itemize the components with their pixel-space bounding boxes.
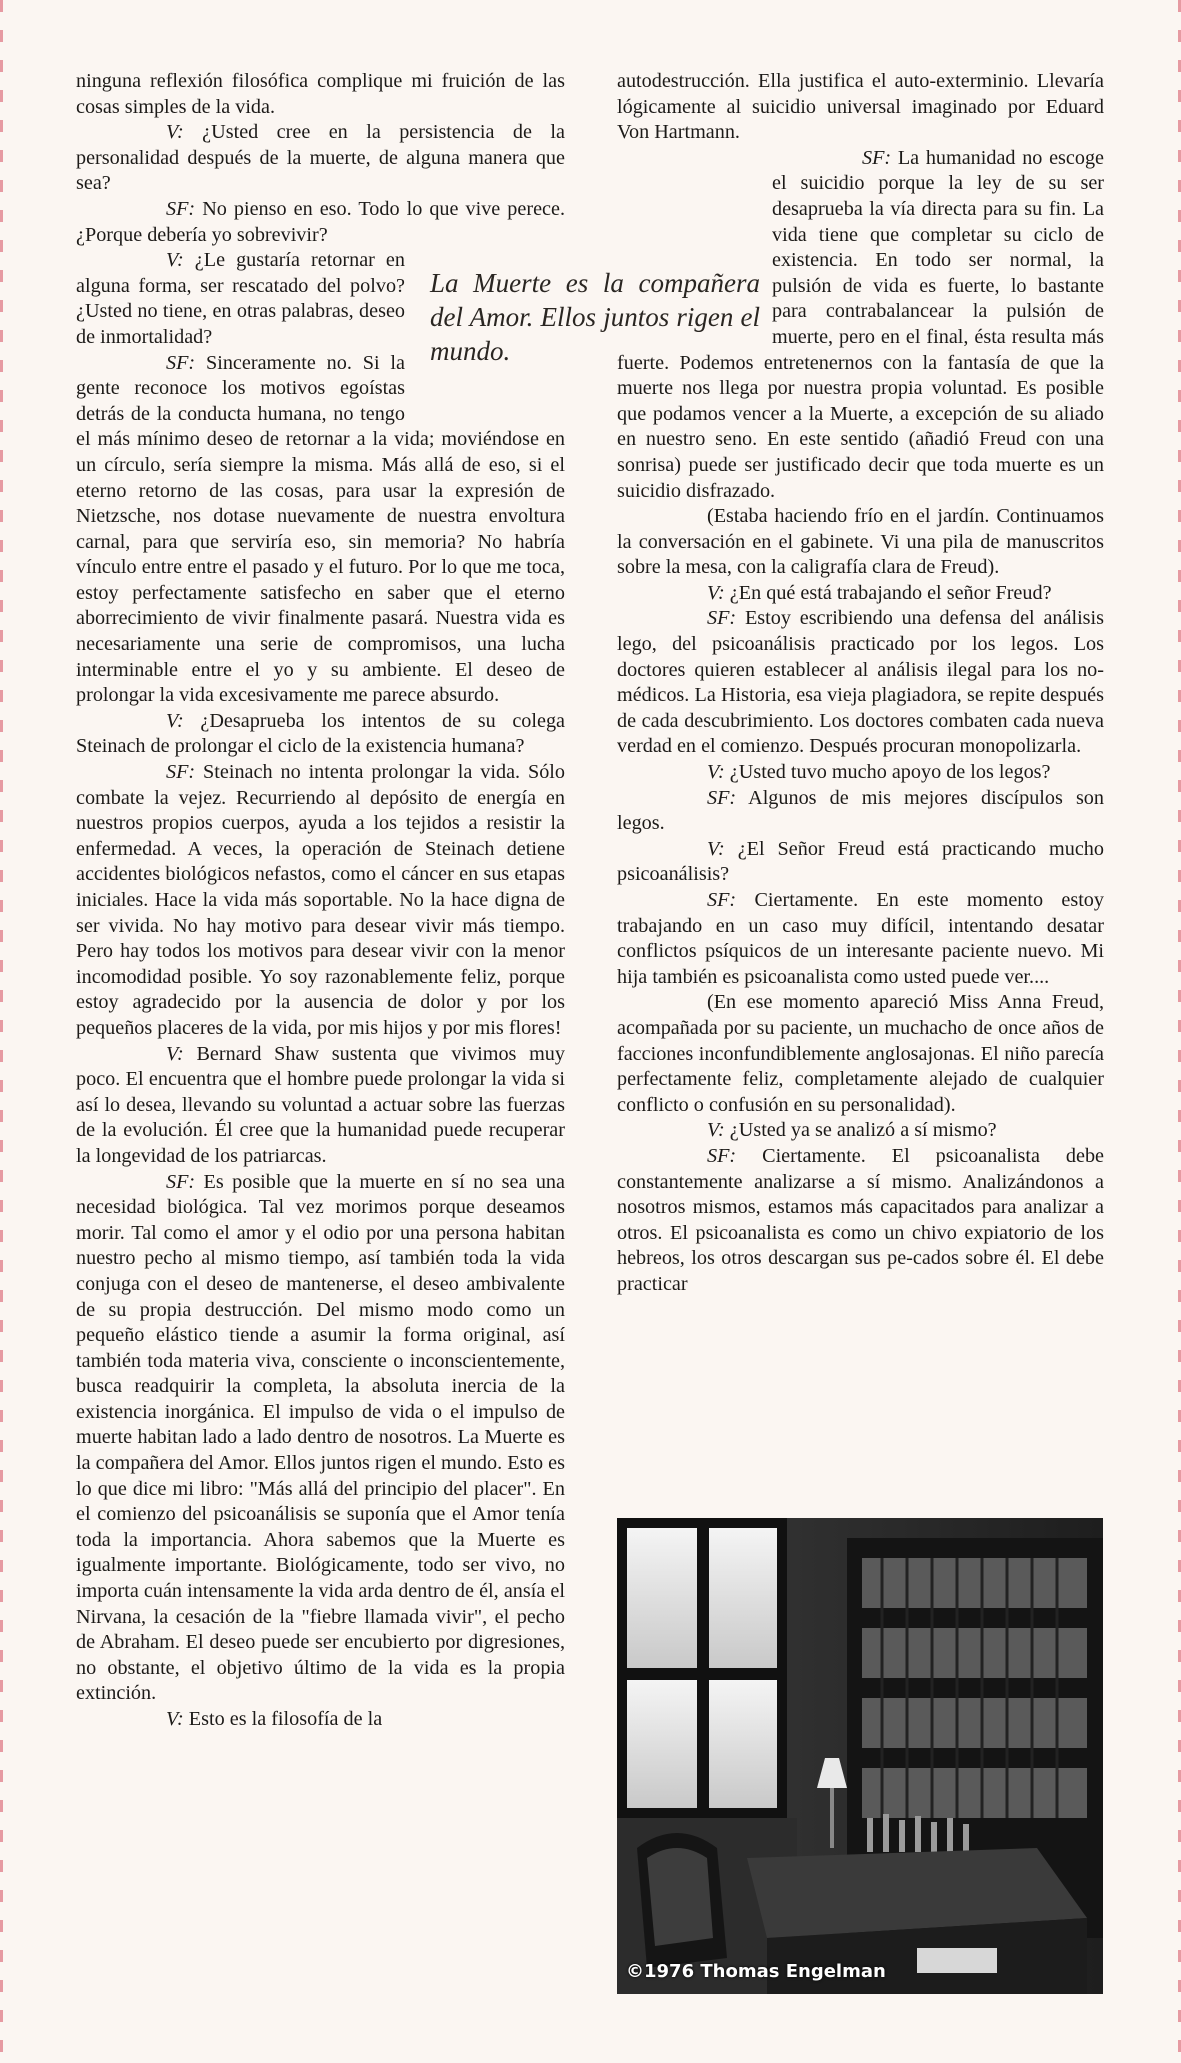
dialogue-paragraph xyxy=(617,504,1104,581)
paragraph-text: Steinach no intenta prolongar la vida. Sólo combate la vejez. Recurriendo al depósito de energía en nuestros propios cuerpos, ayuda a los tejidos a resistir la enfermedad. A veces, la operación de Steinach detiene accidentes biológicos nefastos, como el cáncer en sus etapas iniciales. Hace la vida más soportable. No la hace digna de ser vivida. No hay motivo para desear vivir más tiempo. Pero hay todos los motivos para desear vivir con la menor incomodidad posible. Yo soy razonablemente feliz, porque estoy agradecido por la ausencia de dolor y por los pequeños placeres de la vida, por mis hijos y por mis flores! xyxy=(76,761,565,1039)
dialogue-paragraph xyxy=(617,837,1104,888)
paragraph-text: Esto es la filosofía de la xyxy=(183,1708,383,1730)
speaker-label: SF: xyxy=(166,351,196,374)
paragraph-text: Es posible que la muerte en sí no sea una necesidad biológica. Tal vez morimos porque deseamos morir. Tal como el amor y el odio por una persona habitan nuestro pecho al mismo tiempo, así también toda la vida conjuga con el deseo de mantenerse, el deseo ambivalente de su propia destrucción. Del mismo modo como un pequeño elástico tiende a asumir la forma original, así también toda materia viva, consciente o inconscientemente, busca readquirir la completa, la absoluta inercia de la existencia inorgánica. El impulso de vida o el impulso de muerte habitan lado a lado dentro de nosotros. La Muerte es la compañera del Amor. Ellos juntos rigen el mundo. Esto es lo que dice mi libro: "Más allá del principio del placer". En el comienzo del psicoanálisis se suponía que el Amor tenía toda la importancia. Ahora sabemos que la Muerte es igualmente importante. Biológicamente, todo ser vivo, no importa cuán intensamente la vida arda dentro de él, ansía el Nirvana, la cesación de la "fiebre llamada vivir", el pecho de Abraham. El deseo puede ser encubierto por digresiones, no obstante, el objetivo último de la vida es la propia extinción. xyxy=(76,1170,565,1705)
speaker-label: V: xyxy=(166,1708,184,1730)
study-photograph xyxy=(617,1518,1103,1994)
paragraph-text: ¿Desaprueba los intentos de su colega Steinach de prolongar el ciclo de la existencia humana? xyxy=(76,709,565,758)
speaker-label: SF: xyxy=(707,607,737,630)
study-room-image xyxy=(617,1518,1103,1994)
speaker-label: V: xyxy=(707,1119,725,1142)
dialogue-paragraph xyxy=(76,197,565,248)
paragraph-text: Ciertamente. El psicoanalista debe constantemente analizarse a sí mismo. Analizándonos a nosotros mismos, estamos más capacitados para analizar a otros. El psicoanalista es como un chivo expiatorio de los hebreos, los otros descargan sus pe-cados sobre él. El debe practicar xyxy=(617,1144,1104,1295)
dialogue-paragraph xyxy=(617,1144,1104,1298)
paragraph-text: Sinceramente no. Si la gente reconoce los motivos egoístas detrás de la conducta humana, no tengo el más mínimo deseo de retornar a la vida; moviéndose en un círculo, sería siempre la misma. Más allá de eso, si el eterno retorno de las cosas, para usar la expresión de Nietzsche, nos dotase nuevamente de nuestra envoltura carnal, para que serviría eso, sin memoria? No habría vínculo entre entre el pasado y el futuro. Por lo que me toca, estoy perfectamente satisfecho en saber que el eterno aborrecimiento de vivir finalmente pasará. Nuestra vida es necesariamente una serie de compromisos, una lucha interminable entre el yo y su ambiente. El deseo de prolongar la vida excesivamente me parece absurdo. xyxy=(76,351,565,707)
dialogue-paragraph xyxy=(76,1042,565,1170)
dialogue-paragraph xyxy=(617,69,1104,146)
paragraph-text: (Estaba haciendo frío en el jardín. Continuamos la conversación en el gabinete. Vi una pila de manuscritos sobre la mesa, con la caligrafía clara de Freud). xyxy=(617,505,1104,579)
speaker-label: SF: xyxy=(707,889,737,911)
dialogue-paragraph xyxy=(617,760,1104,786)
dialogue-paragraph xyxy=(617,786,1104,837)
dialogue-paragraph xyxy=(76,1170,565,1707)
paragraph-text: ¿Usted ya se analizó a sí mismo? xyxy=(724,1119,997,1142)
paragraph-text: No pienso en eso. Todo lo que vive perece. ¿Porque debería yo sobrevivir? xyxy=(76,197,565,246)
paragraph-text: (En ese momento apareció Miss Anna Freud, acompañada por su paciente, un muchacho de once años de facciones inconfundiblemente anglosajonas. El niño parecía perfectamente feliz, completamente alejado de cualquier conflicto o confusión en su personalidad). xyxy=(617,991,1104,1116)
paragraph-text: Algunos de mis mejores discípulos son legos. xyxy=(617,786,1104,835)
paragraph-text: Estoy escribiendo una defensa del análisis lego, del psicoanálisis practicado por los legos. Los doctores quieren establecer al análisis ilegal para los no-médicos. La Historia, esa vieja plagiadora, se repite después de cada descubrimiento. Los doctores combaten cada nueva verdad en el comienzo. Después procuran monopolizarla. xyxy=(617,607,1104,758)
speaker-label: SF: xyxy=(707,1144,737,1167)
dialogue-paragraph xyxy=(617,990,1104,1118)
dialogue-paragraph xyxy=(76,709,565,760)
speaker-label: SF: xyxy=(707,786,737,809)
photo-credit: ©1976 Thomas Engelman xyxy=(626,1961,886,1982)
paragraph-text: ¿Usted tuvo mucho apoyo de los legos? xyxy=(724,761,1051,784)
dialogue-paragraph xyxy=(617,888,1104,990)
paragraph-text: Bernard Shaw sustenta que vivimos muy poco. El encuentra que el hombre puede prolongar la vida si así lo desea, llevando su voluntad a actuar sobre las fuerzas de la evolución. Él cree que la humanidad puede recuperar la longevidad de los patriarcas. xyxy=(76,1042,565,1167)
speaker-label: V: xyxy=(707,837,725,860)
speaker-label: SF: xyxy=(166,761,196,784)
paragraph-text: ¿Le gustaría retornar en alguna forma, ser rescatado del polvo? ¿Usted no tiene, en otras palabras, deseo de inmortalidad? xyxy=(76,249,405,348)
page-edge-left xyxy=(0,0,3,2063)
speaker-label: SF: xyxy=(166,1170,196,1193)
speaker-label: V: xyxy=(166,121,184,144)
paragraph-text: Ciertamente. En este momento estoy trabajando en un caso muy difícil, intentando desatar conflictos psíquicos de un interesante paciente nuevo. Mi hija también es psicoanalista como usted puede ver.... xyxy=(617,889,1104,988)
pull-quote: La Muerte es la compañera del Amor. Ellos juntos rigen el mundo. xyxy=(430,268,760,366)
paragraph-text: ¿Usted cree en la persistencia de la personalidad después de la muerte, de alguna manera que sea? xyxy=(76,121,565,195)
dialogue-paragraph xyxy=(617,1118,1104,1144)
paragraph-text: ¿El Señor Freud está practicando mucho psicoanálisis? xyxy=(617,837,1104,886)
speaker-label: V: xyxy=(166,709,184,732)
paragraph-text: ninguna reflexión filosófica complique mi fruición de las cosas simples de la vida. xyxy=(76,70,565,118)
speaker-label: SF: xyxy=(862,146,892,169)
speaker-label: V: xyxy=(166,249,184,272)
paragraph-text: autodestrucción. Ella justifica el auto-exterminio. Llevaría lógicamente al suicidio universal imaginado por Eduard Von Hartmann. xyxy=(617,70,1104,144)
paragraph-text: ¿En qué está trabajando el señor Freud? xyxy=(724,581,1052,604)
dialogue-paragraph xyxy=(76,1707,565,1733)
right-text-column xyxy=(617,69,1104,1298)
dialogue-paragraph xyxy=(617,581,1104,607)
paragraph-text: La humanidad no escoge el suicidio porque la ley de su ser desaprueba la vía directa para su fin. La vida tiene que completar su ciclo de existencia. En todo ser normal, la pulsión de vida es fuerte, lo bastante para contrabalancear la pulsión de muerte, pero en el final, ésta resulta más fuerte. Podemos entretenernos con la fantasía de que la muerte nos llega por nuestra propia voluntad. Es posible que podamos vencer a la Muerte, a excepción de su aliado en nuestro seno. En este sentido (añadió Freud con una sonrisa) puede ser justificado decir que toda muerte es un suicidio disfrazado. xyxy=(617,146,1104,502)
speaker-label: V: xyxy=(166,1042,184,1065)
speaker-label: SF: xyxy=(166,197,196,220)
dialogue-paragraph xyxy=(76,69,565,120)
dialogue-paragraph xyxy=(76,760,565,1042)
speaker-label: V: xyxy=(707,581,725,604)
dialogue-paragraph xyxy=(76,120,565,197)
speaker-label: V: xyxy=(707,761,725,784)
dialogue-paragraph xyxy=(617,606,1104,760)
